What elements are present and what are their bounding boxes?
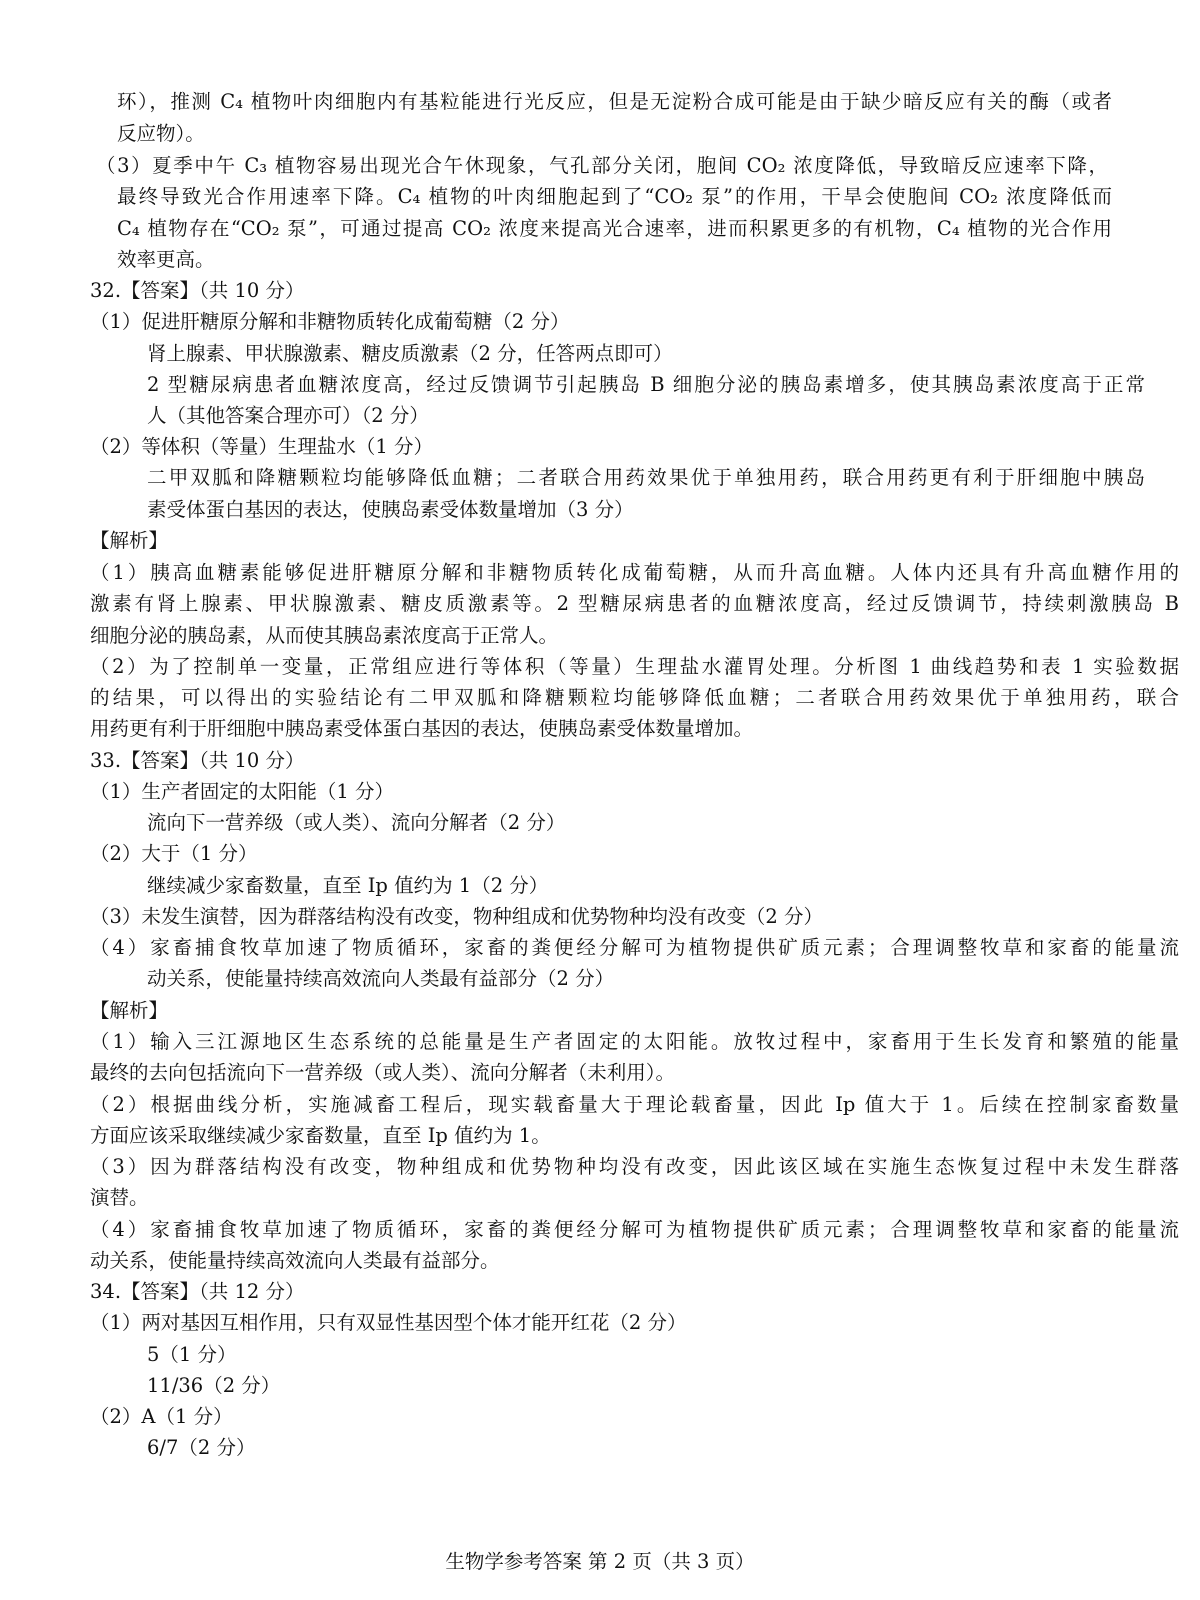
answer-line: 二甲双胍和降糖颗粒均能够降低血糖；二者联合用药效果优于单独用药，联合用药更有利于肝细胞中胰岛 xyxy=(147,466,1145,489)
text-line: C₄ 植物存在“CO₂ 泵”，可通过提高 CO₂ 浓度来提高光合速率，进而积累更多的有机物，C₄ 植物的光合作用 xyxy=(117,217,1112,240)
answer-line: （2）大于（1 分） xyxy=(90,842,258,865)
text-line: 最终导致光合作用速率下降。C₄ 植物的叶肉细胞起到了“CO₂ 泵”的作用，干旱会使胞间 CO₂ 浓度降低而 xyxy=(117,185,1112,208)
text-line: 效率更高。 xyxy=(117,248,215,271)
text-line: （3）夏季中午 C₃ 植物容易出现光合午休现象，气孔部分关闭，胞间 CO₂ 浓度降低，导致暗反应速率下降， xyxy=(96,154,1108,177)
text-line: 反应物）。 xyxy=(117,122,205,145)
answer-line: 素受体蛋白基因的表达，使胰岛素受体数量增加（3 分） xyxy=(147,498,634,521)
answer-line: 动关系，使能量持续高效流向人类最有益部分（2 分） xyxy=(147,967,615,990)
analysis-line: 用药更有利于肝细胞中胰岛素受体蛋白基因的表达，使胰岛素受体数量增加。 xyxy=(90,717,754,740)
answer-line: 2 型糖尿病患者血糖浓度高，经过反馈调节引起胰岛 B 细胞分泌的胰岛素增多，使其胰岛素浓度高于正常 xyxy=(147,373,1145,396)
answer-line: 人（其他答案合理亦可）（2 分） xyxy=(147,404,429,427)
analysis-line: 最终的去向包括流向下一营养级（或人类）、流向分解者（未利用）。 xyxy=(90,1061,676,1084)
analysis-line: （2）根据曲线分析，实施减畜工程后，现实载畜量大于理论载畜量，因此 Ip 值大于 1。后续在控制家畜数量 xyxy=(90,1093,1179,1116)
answer-line: 肾上腺素、甲状腺激素、糖皮质激素（2 分，任答两点即可） xyxy=(147,342,673,365)
analysis-line: 的结果，可以得出的实验结论有二甲双胍和降糖颗粒均能够降低血糖；二者联合用药效果优于单独用药，联合 xyxy=(90,686,1179,709)
analysis-heading: 【解析】 xyxy=(90,999,169,1022)
answer-line: （2）A（1 分） xyxy=(90,1405,233,1428)
answer-line: （4）家畜捕食牧草加速了物质循环，家畜的粪便经分解可为植物提供矿质元素；合理调整牧草和家畜的能量流 xyxy=(90,936,1179,959)
analysis-line: （3）因为群落结构没有改变，物种组成和优势物种均没有改变，因此该区域在实施生态恢复过程中未发生群落 xyxy=(90,1155,1179,1178)
question-heading: 32.【答案】（共 10 分） xyxy=(90,279,305,302)
answer-line: （3）未发生演替，因为群落结构没有改变，物种组成和优势物种均没有改变（2 分） xyxy=(90,905,824,928)
answer-line: （1）两对基因互相作用，只有双显性基因型个体才能开红花（2 分） xyxy=(90,1311,687,1334)
answer-line: 流向下一营养级（或人类）、流向分解者（2 分） xyxy=(147,811,566,834)
analysis-line: （4）家畜捕食牧草加速了物质循环，家畜的粪便经分解可为植物提供矿质元素；合理调整牧草和家畜的能量流 xyxy=(90,1218,1179,1241)
analysis-line: 细胞分泌的胰岛素，从而使其胰岛素浓度高于正常人。 xyxy=(90,624,559,647)
analysis-heading: 【解析】 xyxy=(90,529,169,552)
answer-line: 继续减少家畜数量，直至 Ip 值约为 1（2 分） xyxy=(147,874,549,897)
analysis-line: （1）输入三江源地区生态系统的总能量是生产者固定的太阳能。放牧过程中，家畜用于生长发育和繁殖的能量 xyxy=(90,1030,1179,1053)
answer-line: 11/36（2 分） xyxy=(147,1374,281,1397)
analysis-line: （1）胰高血糖素能够促进肝糖原分解和非糖物质转化成葡萄糖，从而升高血糖。人体内还具有升高血糖作用的 xyxy=(90,561,1179,584)
question-heading: 33.【答案】（共 10 分） xyxy=(90,749,305,772)
text-line: 环），推测 C₄ 植物叶肉细胞内有基粒能进行光反应，但是无淀粉合成可能是由于缺少暗反应有关的酶（或者 xyxy=(117,90,1112,113)
answer-line: （1）生产者固定的太阳能（1 分） xyxy=(90,780,395,803)
question-heading: 34.【答案】（共 12 分） xyxy=(90,1280,305,1303)
answer-line: （2）等体积（等量）生理盐水（1 分） xyxy=(90,435,434,458)
analysis-line: 方面应该采取继续减少家畜数量，直至 Ip 值约为 1。 xyxy=(90,1124,551,1147)
analysis-line: 动关系，使能量持续高效流向人类最有益部分。 xyxy=(90,1249,500,1272)
analysis-line: （2）为了控制单一变量，正常组应进行等体积（等量）生理盐水灌胃处理。分析图 1 曲线趋势和表 1 实验数据 xyxy=(90,655,1179,678)
analysis-line: 激素有肾上腺素、甲状腺激素、糖皮质激素等。2 型糖尿病患者的血糖浓度高，经过反馈调节，持续刺激胰岛 B xyxy=(90,592,1179,615)
page-footer: 生物学参考答案 第 2 页（共 3 页） xyxy=(445,1550,755,1573)
analysis-line: 演替。 xyxy=(90,1186,149,1209)
answer-line: 6/7（2 分） xyxy=(147,1436,256,1459)
answer-line: （1）促进肝糖原分解和非糖物质转化成葡萄糖（2 分） xyxy=(90,310,570,333)
answer-line: 5（1 分） xyxy=(147,1343,237,1366)
